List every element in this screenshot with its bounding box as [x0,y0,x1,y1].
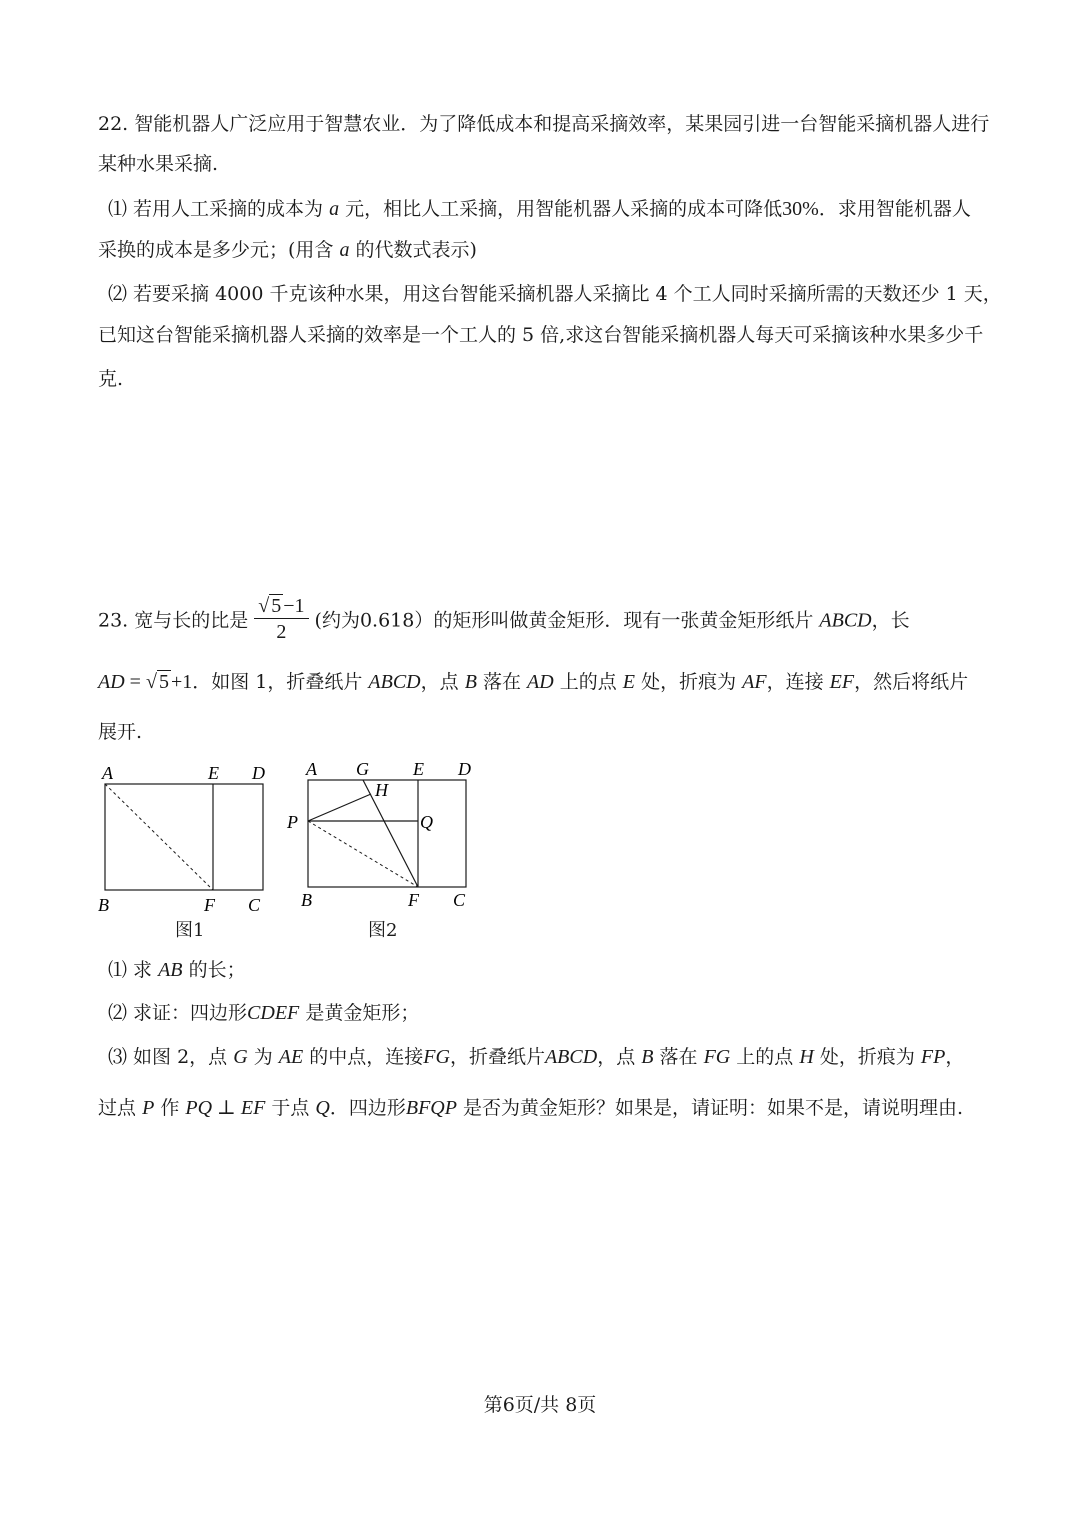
fig2-label-g: G [356,759,369,779]
q23-intro-line2 [98,670,968,694]
q23-l2-b: ，点 [420,671,459,693]
seg-af: AF [742,671,767,693]
fig2-label-c: C [453,890,466,910]
q23-l2-e: 处，折痕为 [641,671,737,693]
fig2-label-a: A [306,759,317,779]
fig1-label-f: F [204,895,215,915]
point-b-2: B [641,1046,654,1068]
fig2-label-p: P [287,812,298,832]
figure2-segment-ph [308,794,371,821]
q23-sub2-prefix: ⑵ 求证：四边形 [108,1002,248,1024]
q23-sub3-c: 的中点，连接 [309,1046,424,1068]
q23-sub3-end: ， [945,1046,965,1068]
q22-part1-line1 [108,197,971,221]
geometry-figures [90,756,490,946]
seg-ad-eq: AD [98,671,125,693]
q22-stem-line1: 22. 智能机器人广泛应用于智慧农业．为了降低成本和提高采摘效率，某果园引进一台智能采摘机器人进行 [98,113,990,135]
seg-ab: AB [158,959,183,981]
page-footer: 第6页/共 8页 [483,1394,597,1416]
seg-ad: AD [527,671,554,693]
ad-rest: +1 [170,671,193,693]
seg-fg-2: FG [703,1046,731,1068]
fig2-label-q: Q [420,812,433,832]
q23-sub3-f: 落在 [659,1046,698,1068]
figures [90,756,490,950]
fig1-label-b: B [98,895,109,915]
q22-p1-middle: 元，相比人工采摘，用智能机器人采摘的成本可降低 [345,198,783,220]
q23-l2-g: ，然后将纸片 [854,671,969,693]
equals-sign: = [124,671,146,693]
q22-part2-line1: ⑵ 若要采摘 4000 千克该种水果，用这台智能采摘机器人采摘比 4 个工人同时采摘所需的天数还少 1 天， [108,283,1002,305]
golden-ratio-fraction: $\frac{√ 5 -1}{2}$ [254,594,308,645]
fig1-label-e: E [208,763,219,783]
rect-name: ABCD [819,609,872,632]
seg-ef: EF [829,671,855,693]
q23-sub2-suffix: 是黄金矩形； [305,1002,420,1024]
fig2-label-e: E [413,759,424,779]
point-q: Q [315,1097,330,1119]
frac-num-rest: −1 [283,595,305,617]
q23-intro-line1 [98,596,910,647]
q23-intro-line3: 展开. [98,721,143,743]
q23-sub3-l2-e: 是否为黄金矩形？如果是，请证明：如果不是，请说明理由. [463,1097,964,1119]
q23-sub3-line1 [108,1045,964,1069]
quad-bfqp: BFQP [405,1097,457,1119]
q23-sub1-prefix: ⑴ 求 [108,959,153,981]
q23-sub3-line2 [98,1096,963,1120]
perpendicular-pq-ef: PQ ⊥ EF [185,1097,266,1119]
q22-stem-line2: 某种水果采摘. [98,153,219,175]
q23-sub3-l2-d: ．四边形 [329,1097,406,1119]
q22-p1-l2-suffix: 的代数式表示) [355,239,477,261]
figure1-caption: 图1 [175,920,205,941]
q23-intro-tail: ，长 [871,609,910,632]
q22-p1-l2-prefix: 采换的成本是多少元；(用含 [98,239,334,261]
point-p: P [142,1097,155,1119]
fig2-label-d: D [458,759,471,779]
figure-1 [98,763,265,915]
q23-sub3-e: ，点 [597,1046,636,1068]
figure1-fold-af [105,784,213,890]
q23-sub3-d: ，折叠纸片 [449,1046,545,1068]
q23-sub3-a: ⑶ 如图 2，点 [108,1046,228,1068]
quad-cdef: CDEF [247,1002,300,1024]
q22-part2-line2: 已知这台智能采摘机器人采摘的效率是一个工人的 5 倍,求这台智能采摘机器人每天可采摘该种水果多少千 [98,324,984,346]
q23-approx: (约为0.618）的矩形叫做黄金矩形．现有一张黄金矩形纸片 [314,609,814,632]
seg-fp: FP [920,1046,946,1068]
percent-value: 30% [782,198,819,220]
var-a: a [339,239,350,261]
q22-part2-line3: 克. [98,368,124,390]
q23-sub3-l2-b: 作 [160,1097,180,1119]
q23-intro-prefix: 23. 宽与长的比是 [98,609,249,632]
seg-fg: FG [423,1046,450,1068]
rect-abcd: ABCD [544,1046,598,1068]
rect-name-2: ABCD [368,671,421,693]
point-g: G [233,1046,248,1068]
ad-value: √ 5 +1 [145,671,193,693]
frac-den: 2 [276,621,287,643]
point-b: B [464,671,477,693]
fig2-label-b: B [301,890,312,910]
fig2-label-f: F [408,890,419,910]
ad-root: 5 [158,671,169,693]
q23-sub3-l2-a: 过点 [98,1097,137,1119]
var-a: a [329,198,340,220]
seg-ae: AE [278,1046,304,1068]
q23-l2-c: 落在 [482,671,521,693]
fig2-label-h: H [375,780,388,800]
frac-num-root: 5 [271,595,282,617]
q23-sub3-g: 上的点 [736,1046,794,1068]
point-e: E [622,671,636,693]
q23-l2-d: 上的点 [559,671,617,693]
fig1-label-d: D [252,763,265,783]
q23-sub3-b: 为 [253,1046,273,1068]
figure1-rectangle [105,784,263,890]
q22-part1-line2 [98,238,477,262]
fig1-label-c: C [248,895,261,915]
q23-sub2 [108,1001,419,1025]
fig1-label-a: A [102,763,113,783]
q22-p1-suffix: ．求用智能机器人 [818,198,971,220]
q23-sub3-h: 处，折痕为 [819,1046,915,1068]
q23-l2-f: ，连接 [766,671,824,693]
figure2-caption: 图2 [368,920,398,941]
q23-sub1-suffix: 的长； [188,959,246,981]
q23-l2-a: ．如图 1，折叠纸片 [192,671,363,693]
q23-sub1 [108,958,246,982]
point-h: H [799,1046,814,1068]
q22-p1-prefix: ⑴ 若用人工采摘的成本为 [108,198,324,220]
q23-sub3-l2-c: 于点 [271,1097,310,1119]
figure-2 [286,759,471,910]
